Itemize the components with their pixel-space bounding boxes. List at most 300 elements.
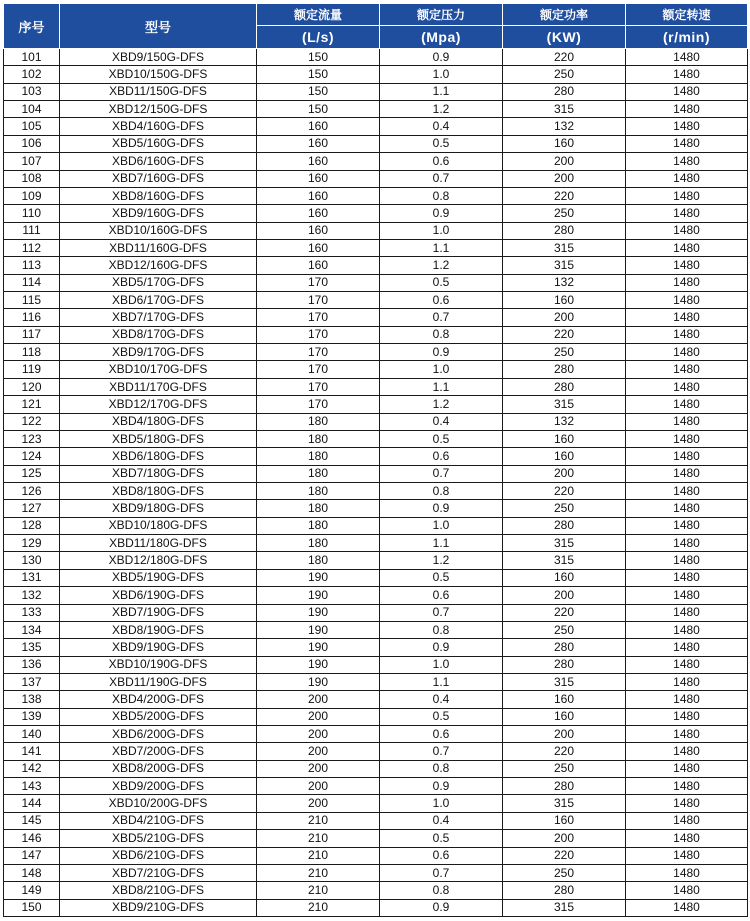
cell-speed: 1480 <box>626 430 748 447</box>
table-row <box>4 726 748 743</box>
cell-pressure: 1.0 <box>380 656 503 673</box>
cell-model: XBD5/190G-DFS <box>60 569 257 586</box>
cell-model: XBD6/160G-DFS <box>60 153 257 170</box>
cell-pressure: 0.7 <box>380 604 503 621</box>
cell-speed: 1480 <box>626 778 748 795</box>
cell-pressure: 1.0 <box>380 795 503 812</box>
table-row <box>4 830 748 847</box>
cell-power: 250 <box>503 66 626 83</box>
cell-speed: 1480 <box>626 66 748 83</box>
cell-flow: 210 <box>257 830 380 847</box>
cell-power: 280 <box>503 656 626 673</box>
cell-index: 107 <box>4 153 60 170</box>
table-row <box>4 274 748 291</box>
cell-speed: 1480 <box>626 691 748 708</box>
cell-power: 280 <box>503 378 626 395</box>
cell-speed: 1480 <box>626 326 748 343</box>
cell-flow: 180 <box>257 517 380 534</box>
cell-flow: 190 <box>257 621 380 638</box>
cell-speed: 1480 <box>626 517 748 534</box>
cell-index: 146 <box>4 830 60 847</box>
table-row <box>4 257 748 274</box>
cell-index: 137 <box>4 673 60 690</box>
cell-power: 280 <box>503 222 626 239</box>
cell-pressure: 0.7 <box>380 170 503 187</box>
cell-power: 220 <box>503 326 626 343</box>
cell-flow: 190 <box>257 639 380 656</box>
cell-speed: 1480 <box>626 621 748 638</box>
cell-flow: 180 <box>257 465 380 482</box>
cell-index: 139 <box>4 708 60 725</box>
cell-power: 132 <box>503 118 626 135</box>
cell-flow: 150 <box>257 66 380 83</box>
table-row <box>4 83 748 100</box>
cell-power: 315 <box>503 257 626 274</box>
cell-power: 200 <box>503 726 626 743</box>
table-row <box>4 656 748 673</box>
header-flow: 额定流量 <box>257 4 380 26</box>
cell-index: 118 <box>4 344 60 361</box>
cell-flow: 160 <box>257 135 380 152</box>
cell-flow: 150 <box>257 83 380 100</box>
cell-model: XBD8/200G-DFS <box>60 760 257 777</box>
cell-model: XBD10/190G-DFS <box>60 656 257 673</box>
header-index: 序号 <box>4 4 60 49</box>
cell-index: 133 <box>4 604 60 621</box>
cell-model: XBD8/180G-DFS <box>60 482 257 499</box>
cell-index: 106 <box>4 135 60 152</box>
cell-pressure: 0.9 <box>380 344 503 361</box>
cell-power: 220 <box>503 604 626 621</box>
cell-index: 129 <box>4 535 60 552</box>
cell-model: XBD12/160G-DFS <box>60 257 257 274</box>
cell-pressure: 0.5 <box>380 430 503 447</box>
cell-speed: 1480 <box>626 448 748 465</box>
cell-speed: 1480 <box>626 413 748 430</box>
cell-flow: 170 <box>257 326 380 343</box>
cell-flow: 190 <box>257 656 380 673</box>
table-row <box>4 396 748 413</box>
cell-flow: 160 <box>257 153 380 170</box>
cell-pressure: 0.5 <box>380 708 503 725</box>
cell-power: 160 <box>503 812 626 829</box>
cell-flow: 160 <box>257 187 380 204</box>
cell-speed: 1480 <box>626 205 748 222</box>
cell-model: XBD9/160G-DFS <box>60 205 257 222</box>
cell-index: 117 <box>4 326 60 343</box>
cell-flow: 200 <box>257 743 380 760</box>
cell-pressure: 0.8 <box>380 621 503 638</box>
cell-model: XBD8/190G-DFS <box>60 621 257 638</box>
table-row <box>4 413 748 430</box>
cell-pressure: 1.2 <box>380 552 503 569</box>
cell-power: 200 <box>503 309 626 326</box>
cell-index: 144 <box>4 795 60 812</box>
cell-model: XBD6/210G-DFS <box>60 847 257 864</box>
cell-pressure: 0.7 <box>380 465 503 482</box>
cell-speed: 1480 <box>626 604 748 621</box>
cell-index: 138 <box>4 691 60 708</box>
cell-flow: 160 <box>257 257 380 274</box>
table-row <box>4 500 748 517</box>
cell-pressure: 0.8 <box>380 760 503 777</box>
cell-flow: 170 <box>257 396 380 413</box>
cell-power: 250 <box>503 500 626 517</box>
cell-speed: 1480 <box>626 292 748 309</box>
table-row <box>4 187 748 204</box>
cell-power: 160 <box>503 448 626 465</box>
cell-speed: 1480 <box>626 344 748 361</box>
cell-speed: 1480 <box>626 257 748 274</box>
pump-spec-table <box>3 3 748 917</box>
cell-speed: 1480 <box>626 170 748 187</box>
cell-model: XBD7/190G-DFS <box>60 604 257 621</box>
cell-pressure: 0.6 <box>380 847 503 864</box>
cell-speed: 1480 <box>626 743 748 760</box>
cell-index: 103 <box>4 83 60 100</box>
cell-pressure: 0.6 <box>380 153 503 170</box>
table-body <box>4 49 748 917</box>
table-row <box>4 482 748 499</box>
cell-model: XBD5/210G-DFS <box>60 830 257 847</box>
header-model: 型号 <box>60 4 257 49</box>
cell-speed: 1480 <box>626 552 748 569</box>
table-row <box>4 882 748 899</box>
table-row <box>4 604 748 621</box>
cell-pressure: 0.9 <box>380 205 503 222</box>
cell-speed: 1480 <box>626 239 748 256</box>
cell-model: XBD11/160G-DFS <box>60 239 257 256</box>
cell-power: 200 <box>503 170 626 187</box>
cell-power: 315 <box>503 899 626 916</box>
cell-speed: 1480 <box>626 899 748 916</box>
cell-index: 136 <box>4 656 60 673</box>
cell-model: XBD10/200G-DFS <box>60 795 257 812</box>
table-row <box>4 344 748 361</box>
cell-index: 140 <box>4 726 60 743</box>
table-row <box>4 135 748 152</box>
cell-flow: 200 <box>257 691 380 708</box>
cell-flow: 170 <box>257 309 380 326</box>
cell-model: XBD10/180G-DFS <box>60 517 257 534</box>
cell-flow: 200 <box>257 760 380 777</box>
cell-model: XBD6/170G-DFS <box>60 292 257 309</box>
cell-model: XBD8/170G-DFS <box>60 326 257 343</box>
table-row <box>4 708 748 725</box>
cell-speed: 1480 <box>626 187 748 204</box>
cell-flow: 170 <box>257 274 380 291</box>
table-row <box>4 448 748 465</box>
cell-pressure: 0.5 <box>380 569 503 586</box>
table-row <box>4 778 748 795</box>
cell-model: XBD4/160G-DFS <box>60 118 257 135</box>
table-row <box>4 49 748 66</box>
cell-model: XBD9/210G-DFS <box>60 899 257 916</box>
cell-speed: 1480 <box>626 726 748 743</box>
cell-model: XBD7/160G-DFS <box>60 170 257 187</box>
cell-speed: 1480 <box>626 309 748 326</box>
cell-model: XBD7/200G-DFS <box>60 743 257 760</box>
cell-power: 250 <box>503 621 626 638</box>
cell-power: 160 <box>503 691 626 708</box>
cell-index: 115 <box>4 292 60 309</box>
header-power: 额定功率 <box>503 4 626 26</box>
cell-speed: 1480 <box>626 656 748 673</box>
cell-power: 315 <box>503 396 626 413</box>
cell-model: XBD7/170G-DFS <box>60 309 257 326</box>
cell-model: XBD9/180G-DFS <box>60 500 257 517</box>
cell-index: 122 <box>4 413 60 430</box>
cell-power: 132 <box>503 274 626 291</box>
cell-model: XBD9/170G-DFS <box>60 344 257 361</box>
cell-index: 126 <box>4 482 60 499</box>
table-row <box>4 378 748 395</box>
table-row <box>4 517 748 534</box>
cell-flow: 210 <box>257 812 380 829</box>
cell-pressure: 0.4 <box>380 413 503 430</box>
cell-flow: 210 <box>257 847 380 864</box>
cell-pressure: 1.1 <box>380 378 503 395</box>
cell-index: 114 <box>4 274 60 291</box>
cell-model: XBD10/150G-DFS <box>60 66 257 83</box>
cell-index: 130 <box>4 552 60 569</box>
cell-index: 121 <box>4 396 60 413</box>
cell-power: 220 <box>503 847 626 864</box>
cell-flow: 190 <box>257 587 380 604</box>
cell-index: 102 <box>4 66 60 83</box>
cell-flow: 160 <box>257 205 380 222</box>
cell-pressure: 1.1 <box>380 239 503 256</box>
table-row <box>4 118 748 135</box>
spec-table-container <box>3 3 748 917</box>
cell-index: 109 <box>4 187 60 204</box>
cell-speed: 1480 <box>626 639 748 656</box>
cell-pressure: 0.9 <box>380 49 503 66</box>
cell-flow: 180 <box>257 448 380 465</box>
cell-index: 127 <box>4 500 60 517</box>
cell-speed: 1480 <box>626 135 748 152</box>
cell-flow: 160 <box>257 222 380 239</box>
cell-index: 135 <box>4 639 60 656</box>
cell-index: 108 <box>4 170 60 187</box>
cell-power: 280 <box>503 778 626 795</box>
cell-power: 220 <box>503 743 626 760</box>
cell-model: XBD10/170G-DFS <box>60 361 257 378</box>
cell-power: 132 <box>503 413 626 430</box>
cell-index: 134 <box>4 621 60 638</box>
cell-pressure: 1.0 <box>380 517 503 534</box>
cell-model: XBD12/170G-DFS <box>60 396 257 413</box>
cell-power: 250 <box>503 205 626 222</box>
cell-index: 113 <box>4 257 60 274</box>
table-row <box>4 101 748 118</box>
cell-index: 142 <box>4 760 60 777</box>
table-header <box>4 4 748 49</box>
table-row <box>4 743 748 760</box>
cell-model: XBD12/150G-DFS <box>60 101 257 118</box>
table-row <box>4 430 748 447</box>
cell-index: 147 <box>4 847 60 864</box>
cell-index: 141 <box>4 743 60 760</box>
cell-speed: 1480 <box>626 830 748 847</box>
cell-flow: 190 <box>257 604 380 621</box>
cell-model: XBD8/160G-DFS <box>60 187 257 204</box>
cell-model: XBD11/180G-DFS <box>60 535 257 552</box>
cell-model: XBD11/190G-DFS <box>60 673 257 690</box>
cell-power: 315 <box>503 673 626 690</box>
cell-flow: 200 <box>257 778 380 795</box>
cell-index: 116 <box>4 309 60 326</box>
cell-power: 250 <box>503 864 626 881</box>
cell-flow: 150 <box>257 49 380 66</box>
cell-power: 160 <box>503 292 626 309</box>
cell-flow: 180 <box>257 552 380 569</box>
cell-flow: 210 <box>257 899 380 916</box>
cell-pressure: 0.5 <box>380 135 503 152</box>
cell-speed: 1480 <box>626 847 748 864</box>
cell-flow: 170 <box>257 344 380 361</box>
cell-speed: 1480 <box>626 795 748 812</box>
cell-speed: 1480 <box>626 673 748 690</box>
cell-power: 315 <box>503 535 626 552</box>
cell-speed: 1480 <box>626 465 748 482</box>
cell-model: XBD5/160G-DFS <box>60 135 257 152</box>
cell-model: XBD11/170G-DFS <box>60 378 257 395</box>
table-row <box>4 587 748 604</box>
cell-power: 280 <box>503 639 626 656</box>
table-row <box>4 222 748 239</box>
cell-power: 200 <box>503 153 626 170</box>
cell-speed: 1480 <box>626 535 748 552</box>
cell-pressure: 0.7 <box>380 743 503 760</box>
cell-flow: 170 <box>257 361 380 378</box>
table-row <box>4 326 748 343</box>
table-row <box>4 205 748 222</box>
cell-speed: 1480 <box>626 118 748 135</box>
cell-flow: 180 <box>257 482 380 499</box>
cell-speed: 1480 <box>626 101 748 118</box>
cell-model: XBD9/200G-DFS <box>60 778 257 795</box>
cell-pressure: 1.0 <box>380 222 503 239</box>
cell-speed: 1480 <box>626 378 748 395</box>
cell-model: XBD6/200G-DFS <box>60 726 257 743</box>
cell-flow: 160 <box>257 170 380 187</box>
cell-flow: 200 <box>257 795 380 812</box>
cell-index: 112 <box>4 239 60 256</box>
cell-flow: 170 <box>257 378 380 395</box>
table-row <box>4 795 748 812</box>
cell-pressure: 1.2 <box>380 396 503 413</box>
header-power-unit: (KW) <box>503 26 626 49</box>
cell-power: 280 <box>503 361 626 378</box>
cell-index: 125 <box>4 465 60 482</box>
cell-power: 280 <box>503 882 626 899</box>
cell-model: XBD12/180G-DFS <box>60 552 257 569</box>
cell-pressure: 0.9 <box>380 899 503 916</box>
cell-speed: 1480 <box>626 274 748 291</box>
header-speed-unit: (r/min) <box>626 26 748 49</box>
header-pressure-unit: (Mpa) <box>380 26 503 49</box>
cell-pressure: 1.2 <box>380 101 503 118</box>
cell-pressure: 1.0 <box>380 66 503 83</box>
table-row <box>4 691 748 708</box>
cell-flow: 150 <box>257 101 380 118</box>
cell-speed: 1480 <box>626 812 748 829</box>
table-row <box>4 552 748 569</box>
table-row <box>4 899 748 916</box>
cell-speed: 1480 <box>626 882 748 899</box>
cell-pressure: 0.8 <box>380 326 503 343</box>
cell-pressure: 0.9 <box>380 639 503 656</box>
cell-pressure: 0.6 <box>380 587 503 604</box>
cell-speed: 1480 <box>626 153 748 170</box>
cell-index: 132 <box>4 587 60 604</box>
cell-power: 160 <box>503 430 626 447</box>
cell-speed: 1480 <box>626 708 748 725</box>
cell-model: XBD9/190G-DFS <box>60 639 257 656</box>
cell-pressure: 0.9 <box>380 500 503 517</box>
cell-speed: 1480 <box>626 500 748 517</box>
cell-power: 160 <box>503 135 626 152</box>
table-row <box>4 66 748 83</box>
cell-index: 104 <box>4 101 60 118</box>
table-row <box>4 569 748 586</box>
table-row <box>4 309 748 326</box>
cell-pressure: 0.9 <box>380 778 503 795</box>
cell-pressure: 0.8 <box>380 882 503 899</box>
cell-model: XBD5/200G-DFS <box>60 708 257 725</box>
cell-index: 111 <box>4 222 60 239</box>
cell-flow: 180 <box>257 535 380 552</box>
cell-speed: 1480 <box>626 760 748 777</box>
cell-index: 145 <box>4 812 60 829</box>
cell-model: XBD4/200G-DFS <box>60 691 257 708</box>
table-row <box>4 239 748 256</box>
cell-index: 131 <box>4 569 60 586</box>
cell-flow: 190 <box>257 569 380 586</box>
cell-index: 124 <box>4 448 60 465</box>
table-row <box>4 864 748 881</box>
cell-pressure: 1.1 <box>380 535 503 552</box>
cell-index: 123 <box>4 430 60 447</box>
cell-pressure: 0.7 <box>380 864 503 881</box>
cell-power: 280 <box>503 517 626 534</box>
cell-flow: 180 <box>257 500 380 517</box>
cell-flow: 200 <box>257 726 380 743</box>
table-row <box>4 153 748 170</box>
table-row <box>4 465 748 482</box>
cell-index: 128 <box>4 517 60 534</box>
cell-speed: 1480 <box>626 396 748 413</box>
cell-power: 315 <box>503 552 626 569</box>
cell-index: 120 <box>4 378 60 395</box>
cell-flow: 200 <box>257 708 380 725</box>
cell-power: 220 <box>503 187 626 204</box>
header-speed: 额定转速 <box>626 4 748 26</box>
cell-index: 110 <box>4 205 60 222</box>
cell-model: XBD7/210G-DFS <box>60 864 257 881</box>
cell-speed: 1480 <box>626 49 748 66</box>
cell-power: 250 <box>503 760 626 777</box>
cell-pressure: 0.4 <box>380 812 503 829</box>
cell-index: 105 <box>4 118 60 135</box>
table-row <box>4 847 748 864</box>
table-row <box>4 812 748 829</box>
cell-pressure: 0.4 <box>380 118 503 135</box>
cell-speed: 1480 <box>626 569 748 586</box>
table-row <box>4 673 748 690</box>
cell-model: XBD4/210G-DFS <box>60 812 257 829</box>
